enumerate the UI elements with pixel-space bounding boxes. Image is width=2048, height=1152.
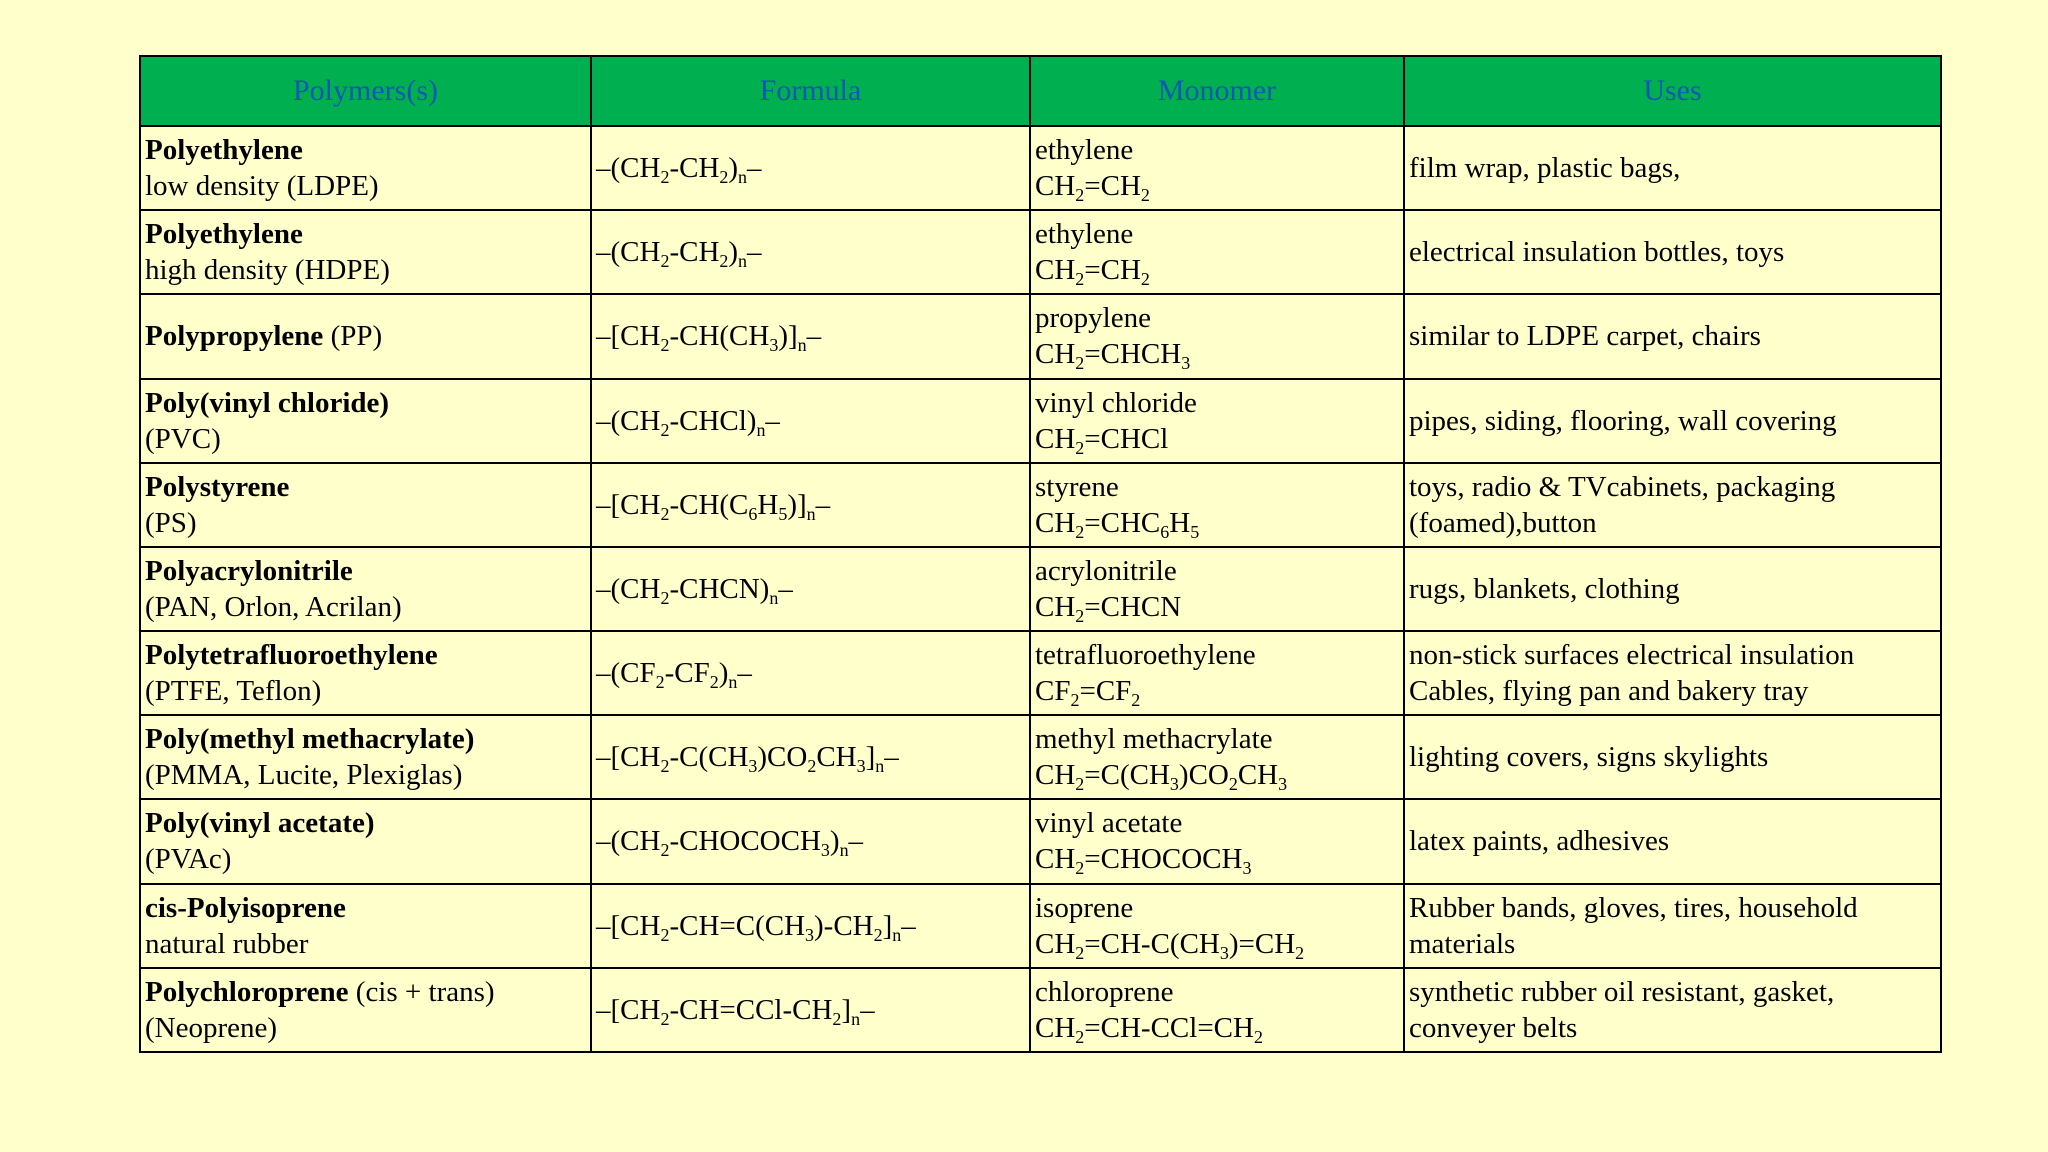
uses-line: Cables, flying pan and bakery tray <box>1409 675 1809 708</box>
polymer-name-cell <box>140 715 591 799</box>
uses-cell <box>1404 210 1941 294</box>
polymer-subname: (PVC) <box>145 422 221 455</box>
table-row <box>140 126 1941 210</box>
polymer-name-line <box>145 637 586 673</box>
uses-cell <box>1404 968 1941 1052</box>
polymer-table <box>139 55 1942 1053</box>
polymer-name-cell <box>140 884 591 968</box>
polymer-formula: $-(CF_2-CF_2)_n-$ <box>596 657 752 692</box>
monomer-cell <box>1030 799 1404 883</box>
monomer-formula: $CH_2=CH_2$ <box>1035 170 1150 205</box>
polymer-name-line <box>145 974 586 1010</box>
monomer-formula: $CH_2=CH-C(CH_3)=CH_2$ <box>1035 927 1305 963</box>
polymer-name-cell <box>140 210 591 294</box>
uses-cell <box>1404 463 1941 547</box>
uses-cell <box>1404 799 1941 883</box>
monomer-cell <box>1030 379 1404 463</box>
monomer-name: propylene <box>1035 302 1151 335</box>
monomer-name: isoprene <box>1035 891 1134 924</box>
monomer-formula: $CH_2=CHC_6H_5$ <box>1035 506 1200 542</box>
polymer-formula: $-(CH_2-CHCl)_n-$ <box>596 404 780 440</box>
header-monomer: Monomer <box>1030 56 1404 126</box>
monomer-name: ethylene <box>1035 218 1134 251</box>
uses-cell <box>1404 379 1941 463</box>
monomer-name: styrene <box>1035 470 1119 503</box>
monomer-formula: $CH_2=CH_2$ <box>1035 254 1150 289</box>
monomer-formula: $CH_2=CHOCOCH_3$ <box>1035 843 1252 879</box>
uses-cell <box>1404 126 1941 210</box>
polymer-name: Polyacrylonitrile <box>145 554 353 587</box>
uses-cell <box>1404 294 1941 378</box>
polymer-subname: (PAN, Orlon, Acrilan) <box>145 590 402 623</box>
polymer-name: Poly(vinyl chloride) <box>145 386 390 419</box>
uses-line: conveyer belts <box>1409 1011 1578 1044</box>
polymer-subname: low density (LDPE) <box>145 170 379 203</box>
monomer-name: acrylonitrile <box>1035 554 1177 587</box>
polymer-subname: (PMMA, Lucite, Plexiglas) <box>145 759 463 792</box>
formula-cell <box>591 631 1030 715</box>
polymer-name-suffix: (cis + trans) <box>348 975 495 1008</box>
monomer-cell <box>1030 631 1404 715</box>
polymer-subname: (Neoprene) <box>145 1011 278 1044</box>
uses-line: electrical insulation bottles, toys <box>1409 236 1785 269</box>
table-row <box>140 547 1941 631</box>
table-row <box>140 884 1941 968</box>
formula-cell <box>591 294 1030 378</box>
uses-cell <box>1404 884 1941 968</box>
monomer-name: methyl methacrylate <box>1035 723 1273 756</box>
uses-line: pipes, siding, flooring, wall covering <box>1409 404 1837 437</box>
monomer-formula: $CH_2=CHCN$ <box>1035 590 1182 626</box>
polymer-formula: $-(CH_2-CHCN)_n-$ <box>596 572 793 608</box>
polymer-name: Poly(vinyl acetate) <box>145 807 375 840</box>
polymer-name-cell <box>140 463 591 547</box>
polymer-name-line <box>145 890 586 926</box>
monomer-name: ethylene <box>1035 134 1134 167</box>
polymer-name-cell <box>140 126 591 210</box>
header-formula: Formula <box>591 56 1030 126</box>
polymer-subname: (PVAc) <box>145 843 232 876</box>
monomer-cell <box>1030 463 1404 547</box>
polymer-name-line <box>145 721 586 757</box>
monomer-name: vinyl chloride <box>1035 386 1197 419</box>
uses-cell <box>1404 631 1941 715</box>
monomer-formula: $CH_2=CH-CCl=CH_2$ <box>1035 1011 1263 1047</box>
polymer-name: Polystyrene <box>145 470 290 503</box>
table-row <box>140 294 1941 378</box>
formula-cell <box>591 968 1030 1052</box>
polymer-name-line <box>145 318 586 354</box>
polymer-formula: $-(CH_2-CHOCOCH_3)_n-$ <box>596 825 864 861</box>
polymer-subname: high density (HDPE) <box>145 254 390 287</box>
polymer-name-line <box>145 469 586 505</box>
header-polymers: Polymers(s) <box>140 56 591 126</box>
polymer-formula: $-[CH_2-CH(CH_3)]_n-$ <box>596 320 822 356</box>
formula-cell <box>591 547 1030 631</box>
polymer-name: Poly(methyl methacrylate) <box>145 723 475 756</box>
formula-cell <box>591 715 1030 799</box>
monomer-cell <box>1030 715 1404 799</box>
monomer-cell <box>1030 547 1404 631</box>
monomer-cell <box>1030 968 1404 1052</box>
monomer-name: chloroprene <box>1035 975 1174 1008</box>
polymer-name: cis-Polyisoprene <box>145 891 346 924</box>
table-row <box>140 968 1941 1052</box>
uses-line: rugs, blankets, clothing <box>1409 572 1680 605</box>
polymer-name-line <box>145 385 586 421</box>
polymer-formula: $-[CH_2-C(CH_3)CO_2CH_3]_n-$ <box>596 741 899 777</box>
formula-cell <box>591 884 1030 968</box>
polymer-name: Polypropylene <box>145 320 324 353</box>
uses-cell <box>1404 715 1941 799</box>
table-row <box>140 715 1941 799</box>
polymer-name: Polytetrafluoroethylene <box>145 639 438 672</box>
table-row <box>140 463 1941 547</box>
polymer-name: Polyethylene <box>145 218 303 251</box>
polymer-name-cell <box>140 379 591 463</box>
header-row <box>140 56 1941 126</box>
formula-cell <box>591 126 1030 210</box>
uses-line: lighting covers, signs skylights <box>1409 741 1769 774</box>
polymer-name-line <box>145 553 586 589</box>
uses-cell <box>1404 547 1941 631</box>
table-header <box>140 56 1941 126</box>
monomer-formula: $CH_2=CHCH_3$ <box>1035 338 1191 374</box>
formula-cell <box>591 379 1030 463</box>
formula-cell <box>591 799 1030 883</box>
polymer-name-cell <box>140 799 591 883</box>
uses-line: film wrap, plastic bags, <box>1409 152 1681 185</box>
uses-line: latex paints, adhesives <box>1409 825 1670 858</box>
polymer-formula: $-(CH_2-CH_2)_n-$ <box>596 152 762 187</box>
monomer-formula: $CH_2=CHCl$ <box>1035 422 1169 458</box>
monomer-cell <box>1030 294 1404 378</box>
header-uses: Uses <box>1404 56 1941 126</box>
monomer-formula: $CH_2=C(CH_3)CO_2CH_3$ <box>1035 759 1288 795</box>
polymer-name: Polyethylene <box>145 134 303 167</box>
table-body <box>140 126 1941 1052</box>
monomer-formula: $CF_2=CF_2$ <box>1035 675 1141 710</box>
uses-line: Rubber bands, gloves, tires, household <box>1409 891 1858 924</box>
uses-line: materials <box>1409 927 1516 960</box>
table-row <box>140 631 1941 715</box>
polymer-subname: natural rubber <box>145 927 309 960</box>
formula-cell <box>591 463 1030 547</box>
table-row <box>140 379 1941 463</box>
uses-line: non-stick surfaces electrical insulation <box>1409 639 1855 672</box>
uses-line: (foamed),button <box>1409 506 1597 539</box>
table-row <box>140 799 1941 883</box>
polymer-name: Polychloroprene <box>145 975 349 1008</box>
monomer-name: tetrafluoroethylene <box>1035 639 1256 672</box>
polymer-formula: $-[CH_2-CH=CCl-CH_2]_n-$ <box>596 993 875 1029</box>
monomer-cell <box>1030 210 1404 294</box>
polymer-name-cell <box>140 631 591 715</box>
table-row <box>140 210 1941 294</box>
formula-cell <box>591 210 1030 294</box>
polymer-subname: (PTFE, Teflon) <box>145 675 322 708</box>
monomer-cell <box>1030 126 1404 210</box>
polymer-name-cell <box>140 294 591 378</box>
polymer-formula: $-(CH_2-CH_2)_n-$ <box>596 236 762 271</box>
polymer-name-line <box>145 132 586 168</box>
polymer-name-suffix: (PP) <box>323 320 383 353</box>
monomer-name: vinyl acetate <box>1035 807 1183 840</box>
uses-line: synthetic rubber oil resistant, gasket, <box>1409 975 1835 1008</box>
polymer-name-cell <box>140 968 591 1052</box>
monomer-cell <box>1030 884 1404 968</box>
polymer-formula: $-[CH_2-CH=C(CH_3)-CH_2]_n-$ <box>596 909 916 945</box>
polymer-subname: (PS) <box>145 506 197 539</box>
uses-line: similar to LDPE carpet, chairs <box>1409 320 1761 353</box>
polymer-name-line <box>145 216 586 252</box>
polymer-name-cell <box>140 547 591 631</box>
uses-line: toys, radio & TVcabinets, packaging <box>1409 470 1836 503</box>
polymer-formula: $-[CH_2-CH(C_6H_5)]_n-$ <box>596 488 831 524</box>
polymer-name-line <box>145 805 586 841</box>
